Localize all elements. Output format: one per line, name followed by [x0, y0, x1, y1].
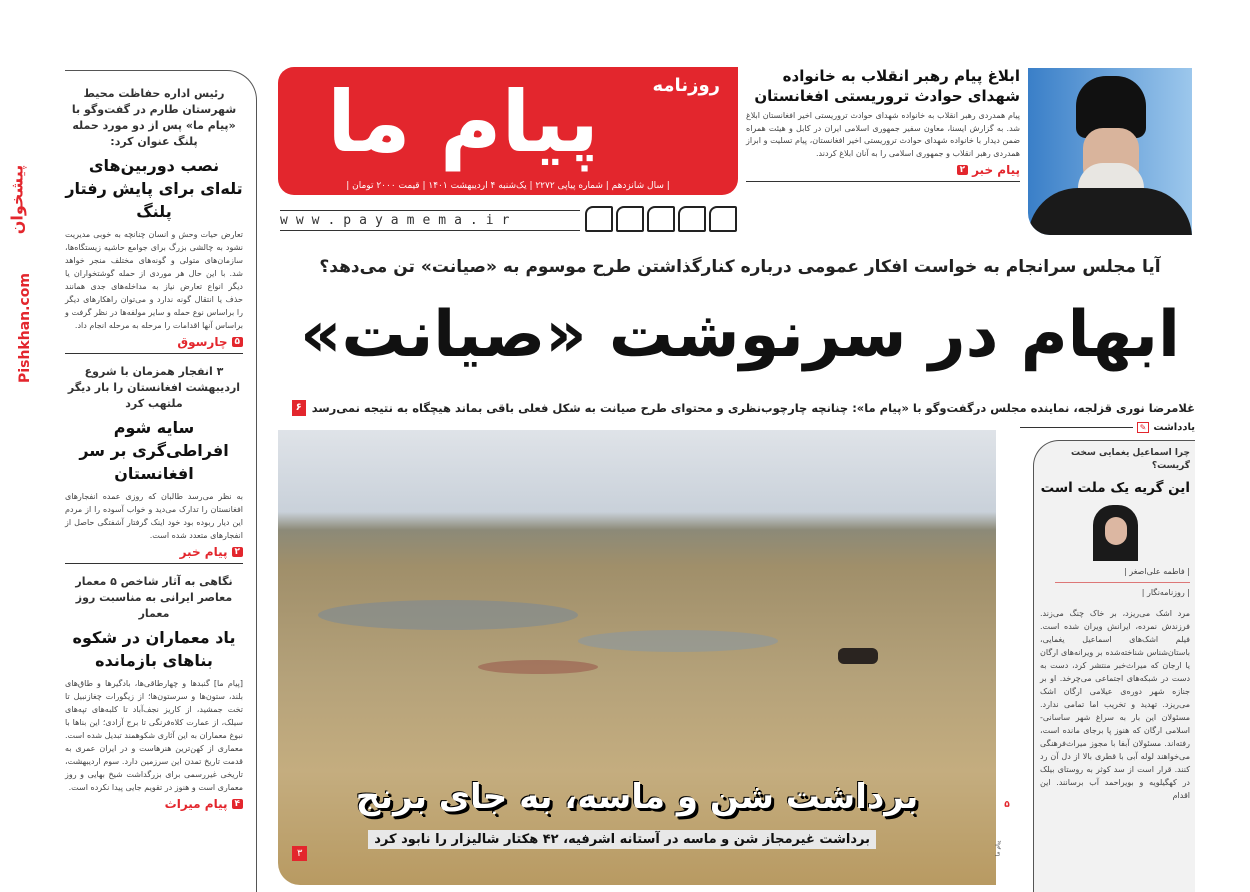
page-number: ۲	[232, 547, 244, 557]
main-kicker: آیا مجلس سرانجام به خواست افکار عمومی درباره کنارگذاشتن طرح موسوم به «صیانت» تن می‌دهد؟	[319, 257, 1161, 277]
note-icon: ✎	[1137, 422, 1150, 433]
section-tag	[65, 335, 243, 349]
logo-boxes	[585, 206, 737, 232]
divider	[65, 563, 243, 564]
divider	[65, 353, 243, 354]
page-number: ۴	[232, 799, 244, 809]
section-label: پیام خبر	[179, 545, 228, 559]
top-story-title[interactable]: ابلاغ پیام رهبر انقلاب به خانواده شهدای حوادث تروریستی افغانستان	[754, 67, 1020, 105]
leader-photo	[1028, 68, 1192, 235]
article-title[interactable]: یاد معماران در شکوه بناهای بازمانده	[72, 628, 236, 670]
page-number: ۵	[232, 337, 244, 347]
photo-headline[interactable]: برداشت شن و ماسه، به جای برنج	[355, 777, 919, 817]
main-headline[interactable]: ابهام در سرنوشت «صیانت»	[300, 298, 1180, 372]
article-title[interactable]: سایه شوم افراطی‌گری بر سر افغانستان	[79, 418, 229, 483]
divider	[746, 181, 1020, 182]
author-role: | روزنامه‌نگار |	[1141, 588, 1190, 597]
column-title[interactable]: این گریه یک ملت است	[1040, 480, 1190, 496]
watermark-logo: پیشخوان	[7, 164, 27, 235]
newspaper-type-label: روزنامه	[652, 75, 720, 96]
column-article[interactable]	[1040, 447, 1190, 802]
column-kicker: چرا اسماعیل یغمایی سخت گریست؟	[1071, 448, 1190, 471]
page-number: ۶	[292, 400, 306, 416]
article-body: تعارض حیات وحش و انسان چنانچه به خوبی مدیریت نشود به چالشی بزرگ برای جوامع حاشیه زیستگاه‌ها، سازمان‌های متولی و گونه‌های مختلف منجر خواهد شد. با این حال هر موردی از حمله گوشتخواران یا دیگر انواع تعارض نیاز به مداخله‌های جدی همانند حذف یا انتقال گونه ندارد و می‌توان راهکارهای دیگر را براساس نوع حمله و سایر مولفه‌ها در نظر گرفت و براساس آنها اقدامات را مرحله به مرحله انجام داد.	[65, 230, 243, 330]
section-tag	[746, 163, 1020, 177]
section-label: پیام میراث	[164, 797, 228, 811]
article-kicker: ۳ انفجار همزمان با شروع اردیبهشت افغانستان را بار دیگر ملتهب کرد	[67, 365, 241, 410]
page-number: ۲	[957, 165, 969, 175]
masthead	[278, 67, 738, 195]
section-label: چارسوق	[177, 335, 228, 349]
website-url[interactable]: www.payamema.ir	[280, 210, 580, 231]
issue-info: | سال شانزدهم | شماره پیاپی ۲۲۷۲ | یک‌شنبه ۴ اردیبهشت ۱۴۰۱ | قیمت ۲۰۰۰ تومان |	[346, 181, 670, 191]
column-body: مرد اشک می‌ریزد، بر خاک چنگ می‌زند. فرزندش نمرده، ایرانش ویران شده است. فیلم اشک‌های اسماعیل یغمایی، باستان‌شناس شناخته‌شده بر ویرانه‌های ارگان یا ارجان که میراث‌خبر منتشر کرد، دست به دست در شبکه‌های اجتماعی می‌چرخد. او بر جنازه شهر دوره‌ی عیلامی ارگان اشک می‌ریزد. تهدید و تخریب اما تمامی ندارد. مسئولان این بار به سراغ شهر ساسانی- اسلامی ارگان که هنوز پا برجای مانده است، رفته‌اند. مسئولان آبفا با مجوز میراث‌فرهنگی می‌خواهند لوله آبی با قطری بالا از دل آن رد کنند. قرار است از سد کوثر به روستای بیلک در کهگیلویه و بویراحمد آب برسانند. این اقدام	[1040, 609, 1190, 800]
section-tag	[65, 797, 243, 811]
article-kicker: نگاهی به آثار شاخص ۵ معمار معاصر ایرانی به مناسبت روز معمار	[75, 575, 233, 620]
main-photo[interactable]	[278, 430, 996, 885]
author-name: | فاطمه علی‌اصغر |	[1124, 567, 1190, 576]
newspaper-logo: پیام ما	[327, 73, 599, 171]
page-number: ۳	[292, 846, 307, 861]
article-body: به نظر می‌رسد طالبان که روزی عمده انفجارهای افغانستان را تدارک می‌دید و خواب آسوده را از مردم این دیار ربوده بود خود اینک گرفتار آشفتگی حاصل از انفجارهای متعدد شده است.	[65, 492, 243, 540]
author-photo	[1093, 505, 1138, 561]
left-article-architects[interactable]	[65, 574, 243, 811]
article-title[interactable]: نصب دوربین‌های تله‌ای برای پایش رفتار پلنگ	[65, 156, 243, 221]
top-story[interactable]	[746, 66, 1020, 182]
article-kicker: رئیس اداره حفاظت محیط شهرستان طارم در گفت‌وگو با «پیام ما» پس از دو مورد حمله پلنگ عنوان کرد:	[71, 87, 237, 148]
article-body: [پیام ما] گنبدها و چهارطاقی‌ها، بادگیرها و طاق‌های بلند، ستون‌ها و سرستون‌ها؛ از زیگورات چغازنبیل تا تخت جمشید، از کاریز نجف‌آباد تا کلبه‌های تپه‌های سیلک، از عمارت کلاه‌فرنگی تا برج آزادی؛ این بناها با نبوغ معماران به این آثاری شکوهمند تبدیل شده است. معماری از کهن‌ترین هنرهاست و در ایران عمری به قدمت تاریخ تمدن این سرزمین دارد. سوم اردیبهشت، تاریخی غیررسمی برای بزرگداشت شیخ بهایی و روز معماری است و هنوز در تقویم جایی پیدا نکرده است.	[65, 679, 243, 792]
section-tag	[65, 545, 243, 559]
side-label: پیام ما	[994, 840, 1002, 857]
column-label-text: یادداشت	[1153, 422, 1195, 433]
main-deck-text: غلامرضا نوری قزلجه، نماینده مجلس درگفت‌وگو با «پیام ما»: چنانچه چارچوب‌نظری و محتوای طرح صیانت به شکل فعلی باقی بماند هیچگاه به نتیجه نمی‌رسد	[311, 401, 1195, 415]
main-deck	[285, 400, 1195, 416]
left-articles	[65, 86, 245, 811]
watermark-url: Pishkhan.com	[16, 273, 33, 383]
photo-subtitle: برداشت غیرمجاز شن و ماسه در آستانه اشرفیه، ۴۲ هکتار شالیزار را نابود کرد	[368, 830, 876, 849]
section-label: پیام خبر	[972, 163, 1020, 177]
top-story-body: پیام همدردی رهبر انقلاب به خانواده شهدای حوادث تروریستی اخیر افغانستان ابلاغ شد. به گزارش ایسنا، معاون سفیر جمهوری اسلامی ایران در کابل و هیئت همراه ضمن دیدار با خانواده شهدای حوادث تروریستی اخیر افغانستان، پیام تسلیت و ابراز همدردی رهبر انقلاب و جمهوری اسلامی را به آنان ابلاغ کردند.	[746, 111, 1020, 158]
left-article-leopard[interactable]	[65, 86, 243, 354]
column-label	[1020, 422, 1195, 433]
left-article-afghanistan[interactable]	[65, 364, 243, 564]
side-page-number: ۵	[1004, 800, 1010, 810]
